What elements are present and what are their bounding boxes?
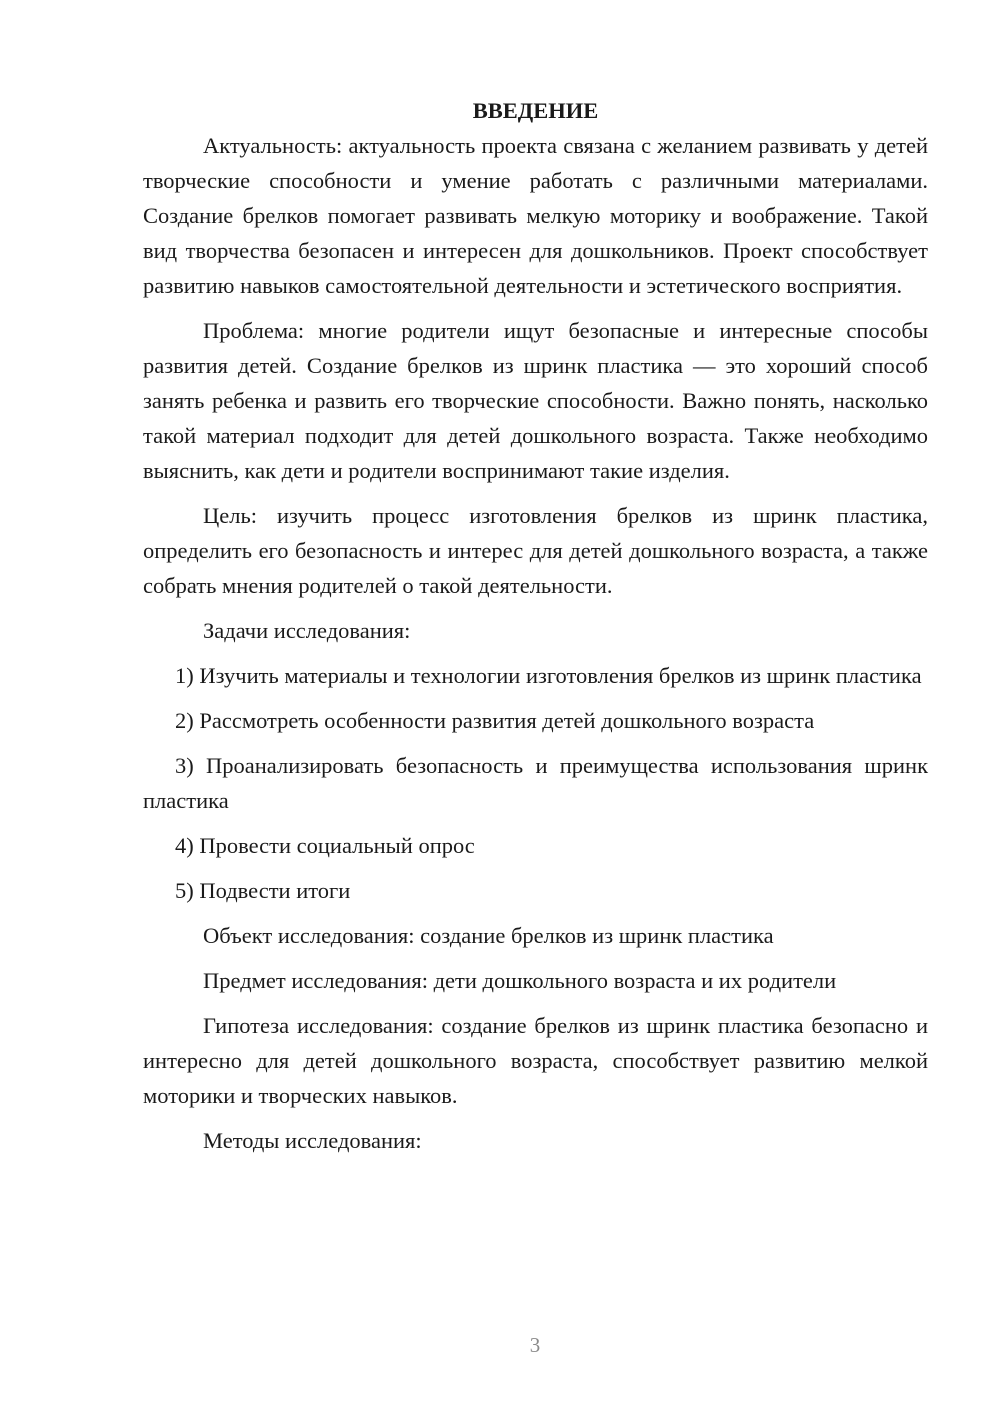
section-heading: ВВЕДЕНИЕ [472, 98, 599, 123]
paragraph-subject: Предмет исследования: дети дошкольного возраста и их родители [203, 968, 837, 993]
task-item-1: 1) Изучить материалы и технологии изготовления брелков из шринк пластика [175, 663, 922, 688]
task-item-5: 5) Подвести итоги [175, 878, 351, 903]
paragraph-problem: Проблема: многие родители ищут безопасные и интересные способы развития детей. Создание брелков из шринк пластика — это хороший способ занять ребенка и развить его творческие способности. Важно понять, насколько такой материал подходит для детей дошкольного возраста. Также необходимо выяснить, как дети и родители воспринимают такие изделия. [143, 318, 928, 483]
paragraph-relevance: Актуальность: актуальность проекта связана с желанием развивать у детей творческие способности и умение работать с различными материалами. Создание брелков помогает развивать мелкую моторику и воображение. Такой вид творчества безопасен и интересен для дошкольников. Проект способствует развитию навыков самостоятельной деятельности и эстетического восприятия. [143, 133, 928, 298]
paragraph-goal: Цель: изучить процесс изготовления брелков из шринк пластика, определить его безопасность и интерес для детей дошкольного возраста, а также собрать мнения родителей о такой деятельности. [143, 503, 928, 598]
task-item-4: 4) Провести социальный опрос [175, 833, 475, 858]
task-item-3: 3) Проанализировать безопасность и преимущества использования шринк пластика [143, 753, 928, 813]
page-number: 3 [529, 1333, 541, 1357]
task-item-2: 2) Рассмотреть особенности развития детей дошкольного возраста [175, 708, 815, 733]
paragraph-tasks-heading: Задачи исследования: [203, 618, 411, 643]
paragraph-methods: Методы исследования: [203, 1128, 422, 1153]
page-content [143, 93, 928, 1168]
paragraph-object: Объект исследования: создание брелков из шринк пластика [203, 923, 774, 948]
paragraph-hypothesis: Гипотеза исследования: создание брелков из шринк пластика безопасно и интересно для детей дошкольного возраста, способствует развитию мелкой моторики и творческих навыков. [143, 1013, 928, 1108]
